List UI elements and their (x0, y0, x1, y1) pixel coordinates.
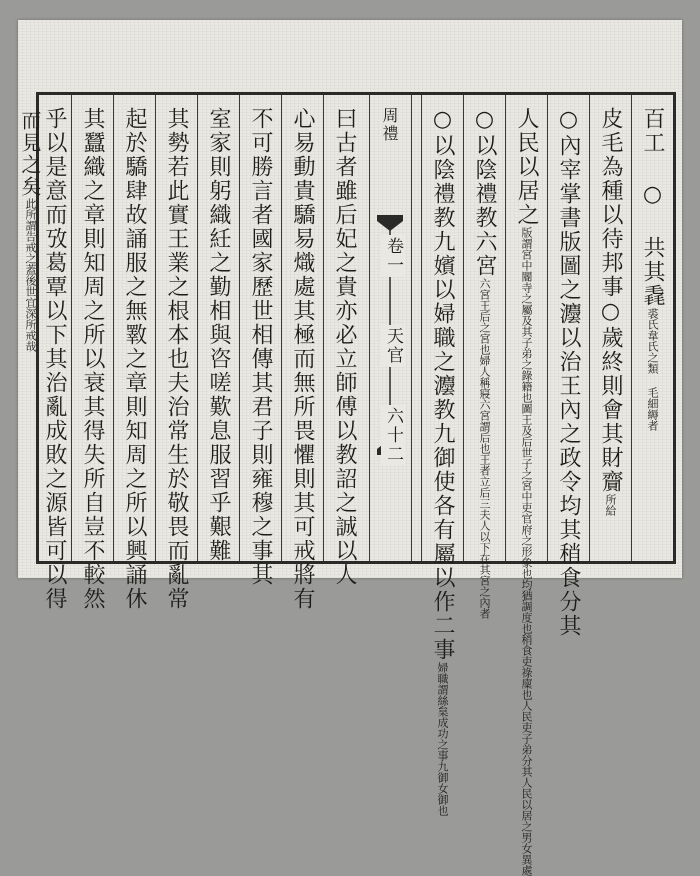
column-rule (411, 95, 412, 561)
column-rule (323, 95, 324, 561)
text-column: 室家則躬織紝之勤相與咨嗟歎息服習乎艱難 (206, 107, 231, 563)
column-rule (421, 95, 422, 561)
text-column: ○以陰禮教九嬪以婦職之灋教九御使各有屬以作二事婦職謂絲枲成功之事九御女御也 (430, 107, 455, 816)
column-rule (155, 95, 156, 561)
column-rule (463, 95, 464, 561)
text-column: 心易動貴驕易熾處其極而無所畏懼則其可戒將有 (290, 107, 315, 611)
text-column: 起於驕肆故誦服之無斁之章則知周之所以興誦休 (122, 107, 147, 611)
column-rule (631, 95, 632, 561)
text-column: ○以陰禮教六宮六宮王后之宮也婦人稱寢六宮謂后也王者立后三夫人以下在其宮之內者 (472, 107, 497, 619)
text-column: 不可勝言者國家歷世相傳其君子則雍穆之事其 (248, 107, 273, 587)
column-rule (71, 95, 72, 561)
column-rule (589, 95, 590, 561)
column-rule (547, 95, 548, 561)
column-rule (197, 95, 198, 561)
column-rule (281, 95, 282, 561)
volume-label: 卷一 (381, 235, 406, 277)
text-column: 其勢若此實王業之根本也夫治常生於敬畏而亂常 (164, 107, 189, 611)
text-column-outside: 而見之矣此所謂告戒之蓋後世宜深所戒哉 (18, 110, 42, 352)
text-column: 百工 ○ 共其毳裘氏韋氏之類 毛細縟者 (640, 107, 665, 431)
section-label: 天官 (381, 325, 406, 367)
text-column: 其蠶織之章則知周之所以衰其得失所自豈不較然 (80, 107, 105, 611)
text-column: ○內宰掌書版圖之灋以治王內之政令均其稍食分其 (556, 107, 581, 638)
book-title: 周禮 (380, 107, 399, 143)
page-number: 六十二 (381, 405, 406, 466)
text-column: 人民以居之版謂宮中閽寺之屬及其子弟之錄籍也圖王及后世子之宮中吏官府之形象也均猶調度也稍食吏祿廩也人民吏子弟分其人民以居之男女異處 (514, 107, 539, 876)
text-column: 曰古者雖后妃之貴亦必立師傅以教詔之誠以人 (332, 107, 357, 587)
column-rule (113, 95, 114, 561)
document-page (18, 20, 682, 876)
center-fold-column (369, 95, 411, 561)
text-column: 皮毛為種以待邦事○歲終則會其財齎所給 (598, 107, 623, 516)
column-rule (369, 95, 370, 561)
column-rule (505, 95, 506, 561)
text-frame (36, 92, 676, 876)
text-column: 乎以是意而攷葛覃以下其治亂成敗之源皆可以得 (42, 107, 67, 611)
column-rule (239, 95, 240, 561)
